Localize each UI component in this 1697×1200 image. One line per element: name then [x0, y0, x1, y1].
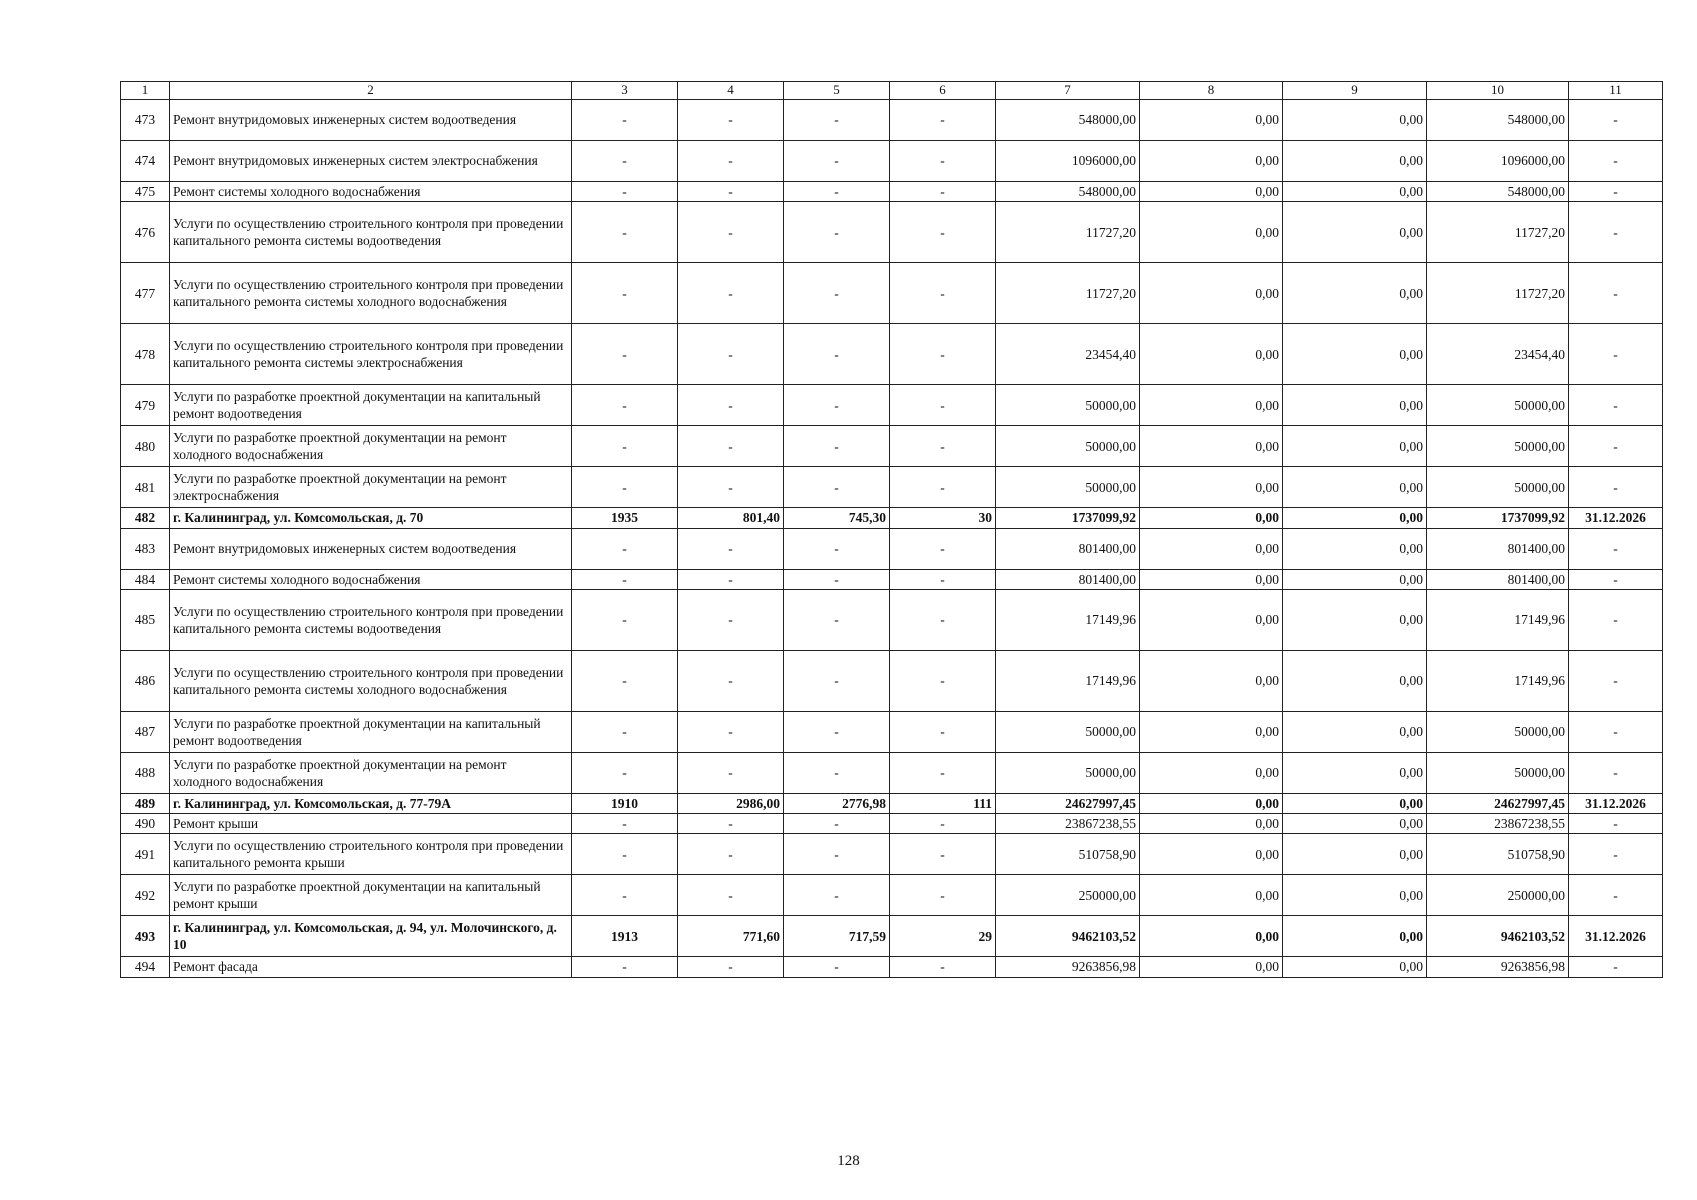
cell-residents: -: [890, 467, 996, 508]
cell-total-area: 2986,00: [678, 793, 784, 813]
cell-cost-col10: 1737099,92: [1427, 508, 1569, 528]
column-number: 2: [170, 82, 572, 100]
cell-deadline: -: [1569, 182, 1663, 202]
cell-cost-total: 23867238,55: [996, 814, 1140, 834]
column-number: 10: [1427, 82, 1569, 100]
cell-residents: -: [890, 589, 996, 650]
row-number: 492: [121, 875, 170, 916]
cell-residents: -: [890, 528, 996, 569]
cell-cost-total: 17149,96: [996, 589, 1140, 650]
cell-deadline: -: [1569, 426, 1663, 467]
cell-deadline: -: [1569, 711, 1663, 752]
column-number: 7: [996, 82, 1140, 100]
cell-total-area: -: [678, 569, 784, 589]
cell-cost-total: 9462103,52: [996, 916, 1140, 957]
cell-total-area: -: [678, 385, 784, 426]
cell-year: -: [572, 324, 678, 385]
cell-cost-total: 50000,00: [996, 752, 1140, 793]
cell-living-area: -: [784, 569, 890, 589]
row-number: 486: [121, 650, 170, 711]
cell-year: -: [572, 385, 678, 426]
column-number: 9: [1283, 82, 1427, 100]
cell-cost-col9: 0,00: [1283, 385, 1427, 426]
row-number: 490: [121, 814, 170, 834]
cell-deadline: 31.12.2026: [1569, 793, 1663, 813]
cell-deadline: -: [1569, 263, 1663, 324]
cell-residents: -: [890, 711, 996, 752]
cell-cost-col10: 250000,00: [1427, 875, 1569, 916]
cell-cost-col9: 0,00: [1283, 589, 1427, 650]
cell-cost-col8: 0,00: [1140, 508, 1283, 528]
column-number: 5: [784, 82, 890, 100]
cell-total-area: 801,40: [678, 508, 784, 528]
table-row: [121, 141, 1663, 182]
cell-year: -: [572, 752, 678, 793]
cell-cost-col9: 0,00: [1283, 957, 1427, 977]
cell-cost-col10: 1096000,00: [1427, 141, 1569, 182]
cell-living-area: -: [784, 834, 890, 875]
cell-residents: 29: [890, 916, 996, 957]
object-name: Услуги по разработке проектной документации на капитальный ремонт водоотведения: [170, 385, 572, 426]
cell-residents: -: [890, 814, 996, 834]
row-number: 489: [121, 793, 170, 813]
cell-cost-col10: 50000,00: [1427, 385, 1569, 426]
cell-living-area: -: [784, 752, 890, 793]
object-name: Услуги по разработке проектной документации на капитальный ремонт крыши: [170, 875, 572, 916]
cell-living-area: -: [784, 141, 890, 182]
table-row: [121, 426, 1663, 467]
cell-cost-col8: 0,00: [1140, 569, 1283, 589]
cell-living-area: -: [784, 467, 890, 508]
cell-cost-total: 1096000,00: [996, 141, 1140, 182]
column-number: 8: [1140, 82, 1283, 100]
cell-living-area: -: [784, 589, 890, 650]
cell-cost-total: 24627997,45: [996, 793, 1140, 813]
row-number: 484: [121, 569, 170, 589]
object-name: Услуги по разработке проектной документации на ремонт электроснабжения: [170, 467, 572, 508]
cell-cost-total: 9263856,98: [996, 957, 1140, 977]
object-name: г. Калининград, ул. Комсомольская, д. 77-79А: [170, 793, 572, 813]
cell-deadline: -: [1569, 814, 1663, 834]
cell-total-area: -: [678, 100, 784, 141]
cell-year: -: [572, 100, 678, 141]
cell-residents: -: [890, 834, 996, 875]
cell-year: -: [572, 875, 678, 916]
cell-year: -: [572, 467, 678, 508]
object-name: Услуги по осуществлению строительного контроля при проведении капитального ремонта системы водоотведения: [170, 202, 572, 263]
cell-total-area: -: [678, 711, 784, 752]
cell-deadline: -: [1569, 385, 1663, 426]
row-number: 488: [121, 752, 170, 793]
table-row: [121, 467, 1663, 508]
cell-total-area: -: [678, 182, 784, 202]
object-name: Ремонт крыши: [170, 814, 572, 834]
cell-cost-col8: 0,00: [1140, 814, 1283, 834]
cell-total-area: -: [678, 263, 784, 324]
cell-cost-col9: 0,00: [1283, 426, 1427, 467]
cell-year: -: [572, 528, 678, 569]
cell-cost-col9: 0,00: [1283, 834, 1427, 875]
table-row: [121, 100, 1663, 141]
cell-cost-col8: 0,00: [1140, 100, 1283, 141]
cell-living-area: -: [784, 711, 890, 752]
cell-cost-col8: 0,00: [1140, 385, 1283, 426]
table-row: [121, 569, 1663, 589]
cell-deadline: 31.12.2026: [1569, 916, 1663, 957]
cell-living-area: -: [784, 202, 890, 263]
row-number: 473: [121, 100, 170, 141]
cell-cost-col9: 0,00: [1283, 752, 1427, 793]
cell-deadline: -: [1569, 834, 1663, 875]
object-name: Ремонт внутридомовых инженерных систем водоотведения: [170, 528, 572, 569]
cell-cost-total: 23454,40: [996, 324, 1140, 385]
cell-cost-col8: 0,00: [1140, 324, 1283, 385]
cell-cost-col8: 0,00: [1140, 793, 1283, 813]
page-number: 128: [837, 1153, 860, 1169]
row-number: 477: [121, 263, 170, 324]
cell-cost-col9: 0,00: [1283, 202, 1427, 263]
object-name: г. Калининград, ул. Комсомольская, д. 70: [170, 508, 572, 528]
cell-living-area: -: [784, 957, 890, 977]
cell-residents: -: [890, 202, 996, 263]
cell-cost-col10: 9462103,52: [1427, 916, 1569, 957]
table-row: [121, 263, 1663, 324]
cell-total-area: -: [678, 589, 784, 650]
cell-cost-col9: 0,00: [1283, 793, 1427, 813]
cell-cost-total: 548000,00: [996, 100, 1140, 141]
cell-cost-col9: 0,00: [1283, 569, 1427, 589]
row-number: 475: [121, 182, 170, 202]
cell-cost-col10: 548000,00: [1427, 182, 1569, 202]
cell-residents: -: [890, 324, 996, 385]
object-name: Ремонт фасада: [170, 957, 572, 977]
cell-living-area: -: [784, 426, 890, 467]
table-row-address: [121, 916, 1663, 957]
object-name: Ремонт внутридомовых инженерных систем водоотведения: [170, 100, 572, 141]
cell-total-area: -: [678, 324, 784, 385]
cell-cost-col9: 0,00: [1283, 650, 1427, 711]
object-name: Услуги по разработке проектной документации на ремонт холодного водоснабжения: [170, 426, 572, 467]
cell-cost-col9: 0,00: [1283, 528, 1427, 569]
cell-total-area: -: [678, 957, 784, 977]
cell-cost-col10: 24627997,45: [1427, 793, 1569, 813]
cell-living-area: -: [784, 182, 890, 202]
row-number: 483: [121, 528, 170, 569]
cell-cost-col8: 0,00: [1140, 202, 1283, 263]
cell-total-area: -: [678, 834, 784, 875]
cell-cost-total: 11727,20: [996, 202, 1140, 263]
cell-living-area: 745,30: [784, 508, 890, 528]
table-row: [121, 650, 1663, 711]
cell-living-area: 2776,98: [784, 793, 890, 813]
cell-living-area: -: [784, 385, 890, 426]
cell-deadline: -: [1569, 569, 1663, 589]
cell-residents: -: [890, 875, 996, 916]
table-row: [121, 875, 1663, 916]
cell-cost-total: 801400,00: [996, 569, 1140, 589]
object-name: г. Калининград, ул. Комсомольская, д. 94, ул. Молочинского, д. 10: [170, 916, 572, 957]
registry-table: [120, 81, 1663, 978]
column-number: 1: [121, 82, 170, 100]
cell-living-area: -: [784, 263, 890, 324]
table-row: [121, 182, 1663, 202]
cell-living-area: -: [784, 324, 890, 385]
cell-cost-total: 1737099,92: [996, 508, 1140, 528]
cell-cost-col8: 0,00: [1140, 589, 1283, 650]
cell-year: -: [572, 650, 678, 711]
cell-cost-col9: 0,00: [1283, 711, 1427, 752]
cell-cost-col8: 0,00: [1140, 711, 1283, 752]
cell-year: -: [572, 711, 678, 752]
cell-deadline: -: [1569, 202, 1663, 263]
cell-cost-total: 250000,00: [996, 875, 1140, 916]
cell-residents: -: [890, 182, 996, 202]
cell-deadline: -: [1569, 957, 1663, 977]
table-row-address: [121, 793, 1663, 813]
row-number: 482: [121, 508, 170, 528]
row-number: 478: [121, 324, 170, 385]
cell-deadline: -: [1569, 324, 1663, 385]
cell-residents: -: [890, 426, 996, 467]
column-number: 6: [890, 82, 996, 100]
object-name: Услуги по разработке проектной документации на капитальный ремонт водоотведения: [170, 711, 572, 752]
table-row: [121, 834, 1663, 875]
cell-year: 1935: [572, 508, 678, 528]
column-number: 11: [1569, 82, 1663, 100]
cell-cost-col10: 11727,20: [1427, 263, 1569, 324]
cell-cost-col9: 0,00: [1283, 916, 1427, 957]
cell-living-area: -: [784, 528, 890, 569]
cell-cost-total: 50000,00: [996, 426, 1140, 467]
cell-cost-col10: 801400,00: [1427, 528, 1569, 569]
cell-cost-col10: 9263856,98: [1427, 957, 1569, 977]
cell-total-area: -: [678, 202, 784, 263]
cell-residents: 111: [890, 793, 996, 813]
object-name: Услуги по осуществлению строительного контроля при проведении капитального ремонта системы холодного водоснабжения: [170, 650, 572, 711]
cell-cost-col10: 510758,90: [1427, 834, 1569, 875]
cell-deadline: 31.12.2026: [1569, 508, 1663, 528]
cell-cost-col10: 801400,00: [1427, 569, 1569, 589]
cell-cost-col10: 11727,20: [1427, 202, 1569, 263]
table-row: [121, 528, 1663, 569]
cell-residents: -: [890, 100, 996, 141]
cell-cost-col8: 0,00: [1140, 182, 1283, 202]
row-number: 476: [121, 202, 170, 263]
cell-residents: -: [890, 957, 996, 977]
cell-total-area: -: [678, 875, 784, 916]
table-row-address: [121, 508, 1663, 528]
object-name: Ремонт системы холодного водоснабжения: [170, 569, 572, 589]
row-number: 479: [121, 385, 170, 426]
cell-deadline: -: [1569, 528, 1663, 569]
cell-cost-col10: 17149,96: [1427, 650, 1569, 711]
cell-residents: -: [890, 263, 996, 324]
cell-total-area: -: [678, 650, 784, 711]
cell-cost-total: 17149,96: [996, 650, 1140, 711]
cell-residents: -: [890, 569, 996, 589]
cell-total-area: -: [678, 426, 784, 467]
cell-cost-total: 801400,00: [996, 528, 1140, 569]
cell-cost-total: 50000,00: [996, 711, 1140, 752]
cell-total-area: -: [678, 467, 784, 508]
cell-year: 1913: [572, 916, 678, 957]
cell-cost-col9: 0,00: [1283, 141, 1427, 182]
cell-cost-col8: 0,00: [1140, 467, 1283, 508]
column-number-header-row: [121, 82, 1663, 100]
table-row: [121, 711, 1663, 752]
cell-residents: -: [890, 650, 996, 711]
table-row: [121, 814, 1663, 834]
cell-cost-total: 510758,90: [996, 834, 1140, 875]
cell-year: -: [572, 834, 678, 875]
cell-cost-total: 50000,00: [996, 385, 1140, 426]
cell-year: -: [572, 957, 678, 977]
table-row: [121, 202, 1663, 263]
object-name: Услуги по осуществлению строительного контроля при проведении капитального ремонта крыши: [170, 834, 572, 875]
cell-residents: 30: [890, 508, 996, 528]
cell-deadline: -: [1569, 100, 1663, 141]
column-number: 4: [678, 82, 784, 100]
cell-cost-col8: 0,00: [1140, 426, 1283, 467]
cell-cost-col10: 23867238,55: [1427, 814, 1569, 834]
cell-living-area: -: [784, 875, 890, 916]
cell-cost-total: 548000,00: [996, 182, 1140, 202]
cell-cost-col10: 50000,00: [1427, 752, 1569, 793]
table-row: [121, 324, 1663, 385]
cell-year: -: [572, 589, 678, 650]
cell-cost-col8: 0,00: [1140, 916, 1283, 957]
cell-cost-col8: 0,00: [1140, 141, 1283, 182]
cell-cost-col9: 0,00: [1283, 182, 1427, 202]
cell-living-area: 717,59: [784, 916, 890, 957]
cell-cost-col10: 17149,96: [1427, 589, 1569, 650]
cell-cost-col9: 0,00: [1283, 875, 1427, 916]
cell-total-area: -: [678, 141, 784, 182]
cell-year: -: [572, 426, 678, 467]
row-number: 487: [121, 711, 170, 752]
cell-cost-col10: 50000,00: [1427, 711, 1569, 752]
cell-total-area: -: [678, 814, 784, 834]
row-number: 491: [121, 834, 170, 875]
cell-cost-col8: 0,00: [1140, 752, 1283, 793]
cell-living-area: -: [784, 650, 890, 711]
cell-living-area: -: [784, 814, 890, 834]
cell-year: -: [572, 141, 678, 182]
cell-cost-col10: 548000,00: [1427, 100, 1569, 141]
table-row: [121, 589, 1663, 650]
table-row: [121, 752, 1663, 793]
cell-cost-col8: 0,00: [1140, 650, 1283, 711]
cell-residents: -: [890, 141, 996, 182]
cell-year: -: [572, 814, 678, 834]
object-name: Ремонт внутридомовых инженерных систем электроснабжения: [170, 141, 572, 182]
cell-residents: -: [890, 385, 996, 426]
cell-cost-col10: 50000,00: [1427, 467, 1569, 508]
cell-cost-col10: 23454,40: [1427, 324, 1569, 385]
row-number: 481: [121, 467, 170, 508]
object-name: Ремонт системы холодного водоснабжения: [170, 182, 572, 202]
cell-total-area: 771,60: [678, 916, 784, 957]
object-name: Услуги по разработке проектной документации на ремонт холодного водоснабжения: [170, 752, 572, 793]
cell-cost-total: 50000,00: [996, 467, 1140, 508]
cell-year: 1910: [572, 793, 678, 813]
row-number: 494: [121, 957, 170, 977]
cell-cost-col8: 0,00: [1140, 834, 1283, 875]
cell-total-area: -: [678, 752, 784, 793]
cell-year: -: [572, 182, 678, 202]
object-name: Услуги по осуществлению строительного контроля при проведении капитального ремонта системы электроснабжения: [170, 324, 572, 385]
cell-cost-col9: 0,00: [1283, 467, 1427, 508]
row-number: 474: [121, 141, 170, 182]
cell-year: -: [572, 569, 678, 589]
cell-cost-col9: 0,00: [1283, 324, 1427, 385]
table-row: [121, 385, 1663, 426]
cell-cost-col8: 0,00: [1140, 263, 1283, 324]
cell-cost-total: 11727,20: [996, 263, 1140, 324]
cell-total-area: -: [678, 528, 784, 569]
column-number: 3: [572, 82, 678, 100]
cell-cost-col9: 0,00: [1283, 100, 1427, 141]
cell-cost-col8: 0,00: [1140, 875, 1283, 916]
cell-cost-col9: 0,00: [1283, 508, 1427, 528]
row-number: 493: [121, 916, 170, 957]
row-number: 480: [121, 426, 170, 467]
cell-deadline: -: [1569, 467, 1663, 508]
cell-year: -: [572, 202, 678, 263]
cell-deadline: -: [1569, 141, 1663, 182]
cell-deadline: -: [1569, 875, 1663, 916]
cell-deadline: -: [1569, 589, 1663, 650]
cell-cost-col9: 0,00: [1283, 814, 1427, 834]
cell-deadline: -: [1569, 752, 1663, 793]
cell-living-area: -: [784, 100, 890, 141]
cell-residents: -: [890, 752, 996, 793]
object-name: Услуги по осуществлению строительного контроля при проведении капитального ремонта системы холодного водоснабжения: [170, 263, 572, 324]
cell-deadline: -: [1569, 650, 1663, 711]
cell-cost-col8: 0,00: [1140, 528, 1283, 569]
object-name: Услуги по осуществлению строительного контроля при проведении капитального ремонта системы водоотведения: [170, 589, 572, 650]
cell-cost-col8: 0,00: [1140, 957, 1283, 977]
table-row: [121, 957, 1663, 977]
cell-cost-col10: 50000,00: [1427, 426, 1569, 467]
cell-year: -: [572, 263, 678, 324]
row-number: 485: [121, 589, 170, 650]
cell-cost-col9: 0,00: [1283, 263, 1427, 324]
